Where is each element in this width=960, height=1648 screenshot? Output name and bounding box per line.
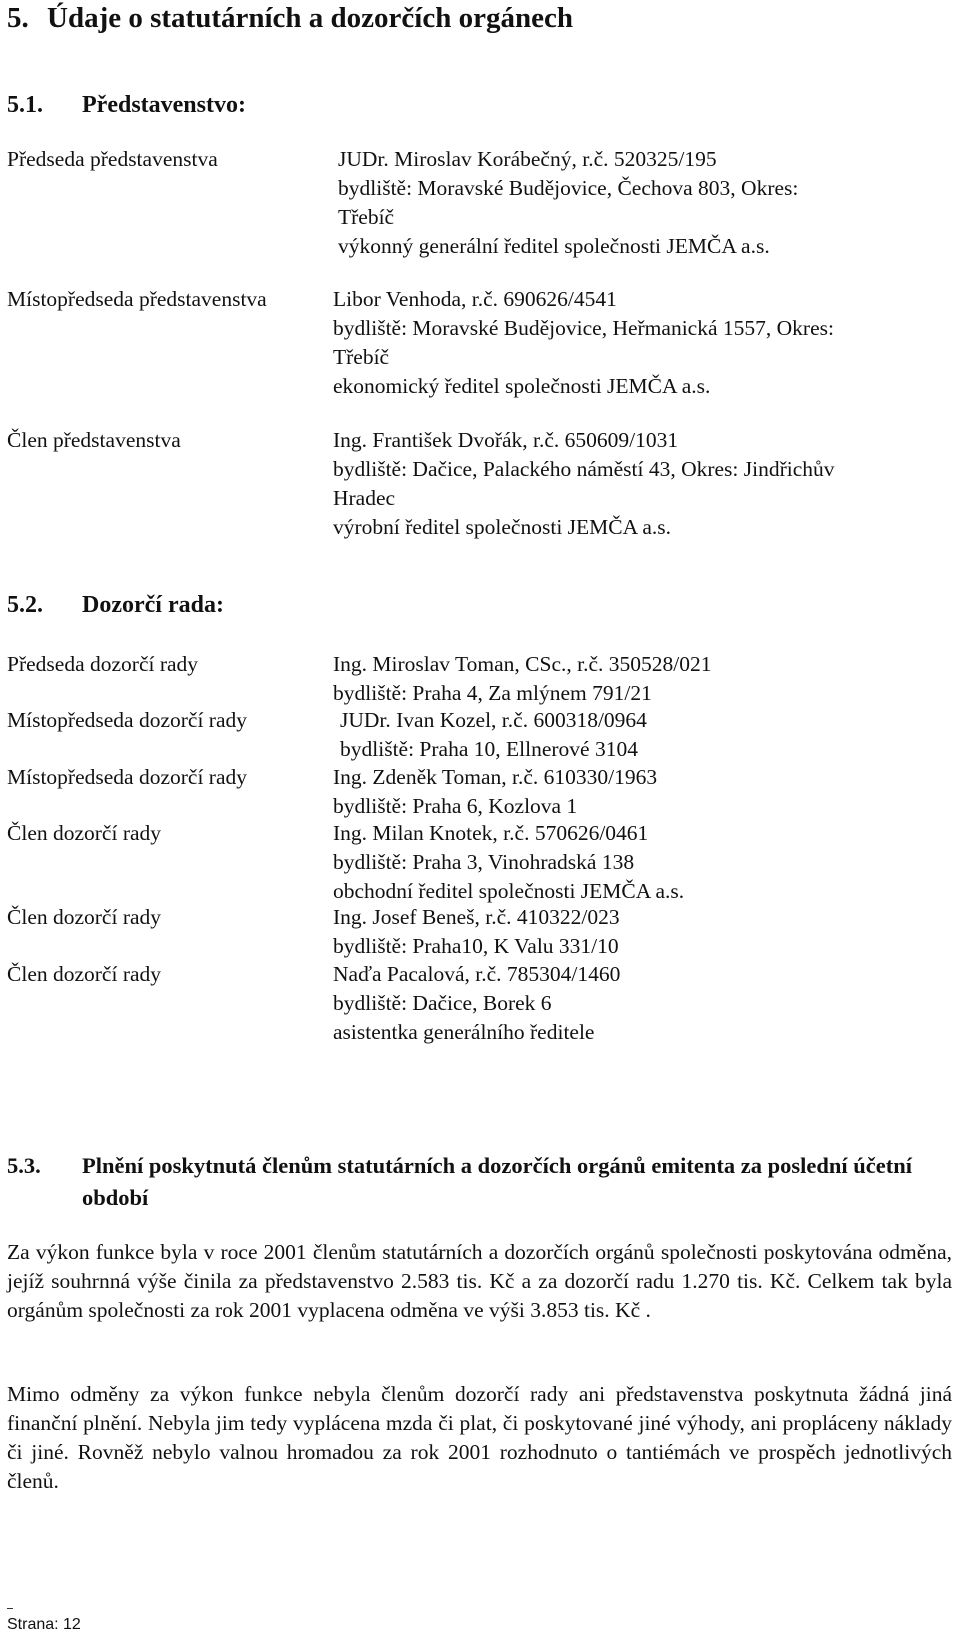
member-role: Místopředseda dozorčí rady [7, 765, 248, 789]
member-info [340, 706, 647, 764]
member-role: Místopředseda představenstva [7, 287, 267, 311]
member-line: výrobní ředitel společnosti JEMČA a.s. [333, 515, 671, 539]
member-line: bydliště: Dačice, Palackého náměstí 43, Okres: Jindřichův [333, 457, 835, 481]
member-line: bydliště: Praha 3, Vinohradská 138 [333, 850, 635, 874]
member-role: Předseda dozorčí rady [7, 652, 199, 676]
member-line: Ing. František Dvořák, r.č. 650609/1031 [333, 428, 679, 452]
member-line: asistentka generálního ředitele [333, 1020, 595, 1044]
member-line: bydliště: Praha 10, Ellnerové 3104 [340, 737, 638, 761]
supervisory-number: 5.2. [7, 592, 43, 618]
member-role: Člen dozorčí rady [7, 962, 162, 986]
member-info [333, 819, 684, 906]
member-line: Ing. Miroslav Toman, CSc., r.č. 350528/021 [333, 652, 712, 676]
supervisory-member [7, 763, 957, 818]
board-heading [7, 92, 246, 119]
member-line: bydliště: Praha 6, Kozlova 1 [333, 794, 578, 818]
board-number: 5.1. [7, 92, 43, 118]
payments-paragraph-1: Za výkon funkce byla v roce 2001 členům statutárních a dozorčích orgánů společnosti poskytována odměna, jejíž souhrnná výše činila za představenstvo 2.583 tis. Kč a za dozorčí radu 1.270 tis. Kč. Celkem tak byla orgánům společnosti za rok 2001 vyplacena odměna ve výši 3.853 tis. Kč . [7, 1240, 952, 1322]
member-line: bydliště: Dačice, Borek 6 [333, 991, 552, 1015]
supervisory-member [7, 706, 957, 761]
page-number: Strana: 12 [7, 1616, 81, 1633]
member-line: bydliště: Praha10, K Valu 331/10 [333, 934, 619, 958]
member-line: Třebíč [333, 345, 390, 369]
board-member [7, 426, 957, 539]
member-role: Člen představenstva [7, 428, 181, 452]
board-title: Představenstvo: [82, 92, 246, 118]
member-role: Člen dozorčí rady [7, 905, 162, 929]
supervisory-member [7, 903, 957, 958]
supervisory-member [7, 960, 957, 1044]
member-info [333, 426, 835, 542]
member-info [333, 285, 834, 401]
member-info [333, 960, 620, 1047]
member-line: Naďa Pacalová, r.č. 785304/1460 [333, 962, 621, 986]
member-line: bydliště: Praha 4, Za mlýnem 791/21 [333, 681, 652, 705]
member-line: JUDr. Miroslav Korábečný, r.č. 520325/195 [338, 147, 717, 171]
footer-divider [7, 1608, 13, 1609]
supervisory-heading [7, 592, 224, 619]
member-line: Hradec [333, 486, 396, 510]
member-role: Předseda představenstva [7, 147, 218, 171]
member-role: Místopředseda dozorčí rady [7, 708, 248, 732]
member-line: bydliště: Moravské Budějovice, Heřmanická 1557, Okres: [333, 316, 834, 340]
heading-number: 5. [7, 2, 29, 34]
member-line: Libor Venhoda, r.č. 690626/4541 [333, 287, 617, 311]
member-line: Ing. Zdeněk Toman, r.č. 610330/1963 [333, 765, 658, 789]
member-line: obchodní ředitel společnosti JEMČA a.s. [333, 879, 685, 903]
member-line: výkonný generální ředitel společnosti JEMČA a.s. [338, 234, 770, 258]
supervisory-member [7, 650, 957, 705]
payments-paragraph-2: Mimo odměny za výkon funkce nebyla členům dozorčí rady ani představenstva poskytnuta žádná jiná finanční plnění. Nebyla jim tedy vyplácena mzda či plat, či poskytované jiné výhody, ani propláceny náklady či jiné. Rovněž nebylo valnou hromadou za rok 2001 rozhodnuto o tantiémách ve prospěch jednotlivých členů. [7, 1382, 952, 1493]
member-info [333, 903, 620, 961]
page-heading [7, 2, 573, 35]
board-member [7, 285, 957, 398]
member-line: ekonomický ředitel společnosti JEMČA a.s. [333, 374, 711, 398]
member-line: Ing. Milan Knotek, r.č. 570626/0461 [333, 821, 649, 845]
heading-title: Údaje o statutárních a dozorčích orgánech [47, 2, 573, 34]
board-member [7, 145, 957, 258]
member-role: Člen dozorčí rady [7, 821, 162, 845]
member-info [338, 145, 798, 261]
payments-title: Plnění poskytnutá členům statutárních a dozorčích orgánů emitenta za poslední účetní období [82, 1153, 913, 1210]
member-line: Třebíč [338, 205, 395, 229]
member-info [333, 763, 657, 821]
member-line: bydliště: Moravské Budějovice, Čechova 803, Okres: [338, 176, 799, 200]
member-info [333, 650, 712, 708]
member-line: JUDr. Ivan Kozel, r.č. 600318/0964 [340, 708, 647, 732]
supervisory-member [7, 819, 957, 903]
payments-number: 5.3. [7, 1153, 41, 1178]
member-line: Ing. Josef Beneš, r.č. 410322/023 [333, 905, 620, 929]
supervisory-title: Dozorčí rada: [82, 592, 224, 618]
